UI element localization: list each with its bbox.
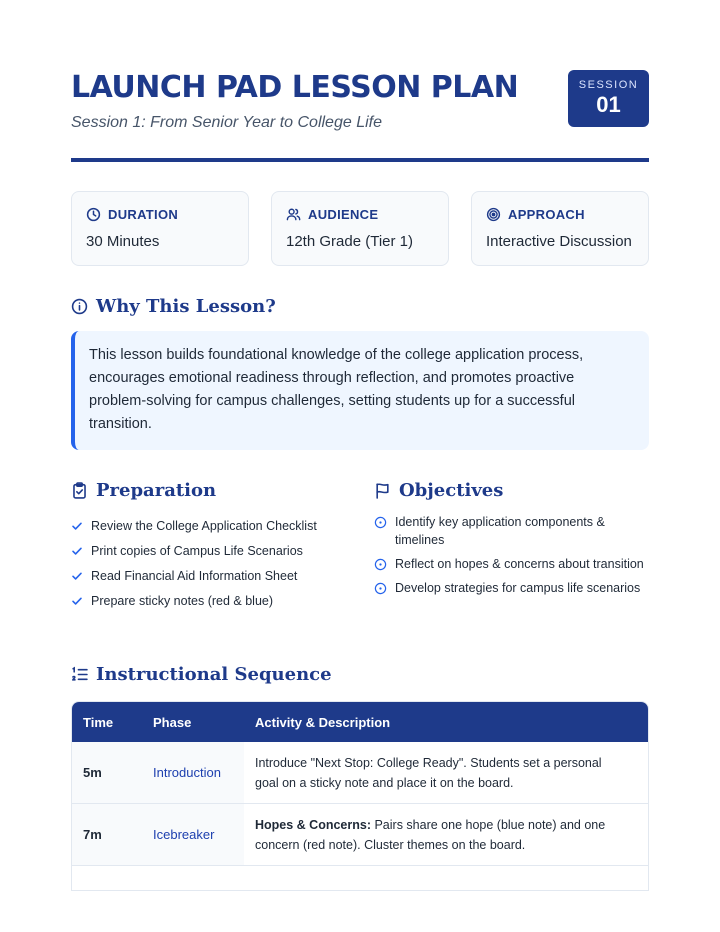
header-activity: Activity & Description	[255, 714, 391, 730]
audience-label: AUDIENCE	[308, 207, 379, 222]
session-badge	[568, 70, 649, 127]
users-icon	[286, 207, 301, 222]
sequence-section-title	[71, 664, 332, 685]
row-activity: Hopes & Concerns: Pairs share one hope (blue note) and one concern (red note). Cluster themes on the board.	[255, 817, 606, 852]
preparation-title-text: Preparation	[96, 480, 217, 501]
header	[71, 68, 649, 132]
row-activity: Introduce "Next Stop: College Ready". Students set a personal goal on a sticky note and place it on the board.	[255, 755, 602, 790]
info-icon	[71, 298, 88, 315]
row-time: 5m	[72, 742, 143, 803]
sequence-table	[71, 701, 649, 891]
why-title-text: Why This Lesson?	[96, 296, 276, 317]
objectives-title-text: Objectives	[399, 480, 504, 501]
list-item: Review the College Application Checklist	[71, 513, 351, 538]
check-icon	[71, 520, 83, 532]
objectives-list	[374, 513, 649, 603]
duration-value: 30 Minutes	[86, 233, 160, 250]
approach-value: Interactive Discussion	[486, 233, 632, 250]
list-item: Prepare sticky notes (red & blue)	[71, 588, 351, 613]
duration-label: DURATION	[108, 207, 179, 222]
header-phase: Phase	[153, 714, 192, 730]
list-item: Reflect on hopes & concerns about transition	[374, 555, 649, 573]
circle-dot-icon	[374, 582, 387, 595]
clock-icon	[86, 207, 101, 222]
row-phase: Introduction	[143, 742, 244, 803]
table-header	[72, 702, 648, 742]
approach-label: APPROACH	[508, 207, 585, 222]
approach-card	[471, 191, 649, 266]
session-number: 01	[596, 92, 621, 117]
list-item: Identify key application components & timelines	[374, 513, 649, 549]
audience-card	[271, 191, 449, 266]
list-ordered-icon	[71, 666, 88, 683]
info-cards	[71, 191, 649, 266]
header-divider	[71, 158, 649, 162]
audience-value: 12th Grade (Tier 1)	[286, 233, 413, 250]
check-icon	[71, 570, 83, 582]
circle-dot-icon	[374, 516, 387, 529]
target-icon	[486, 207, 501, 222]
preparation-list	[71, 513, 351, 613]
list-item: Read Financial Aid Information Sheet	[71, 563, 351, 588]
session-label: SESSION	[578, 79, 639, 91]
check-icon	[71, 545, 83, 557]
preparation-section-title	[71, 480, 216, 501]
duration-card	[71, 191, 249, 266]
sequence-title-text: Instructional Sequence	[96, 664, 332, 685]
table-row	[72, 804, 648, 866]
why-section-title	[71, 296, 276, 317]
page-subtitle: Session 1: From Senior Year to College Life	[71, 114, 382, 131]
header-time: Time	[83, 714, 114, 730]
circle-dot-icon	[374, 558, 387, 571]
list-item: Print copies of Campus Life Scenarios	[71, 538, 351, 563]
page-title: LAUNCH PAD LESSON PLAN	[71, 70, 519, 105]
table-row	[72, 742, 648, 804]
check-icon	[71, 595, 83, 607]
list-item: Develop strategies for campus life scenarios	[374, 579, 649, 597]
clipboard-check-icon	[71, 482, 88, 499]
objectives-section-title	[374, 480, 503, 501]
flag-icon	[374, 482, 391, 499]
row-time: 7m	[72, 804, 143, 865]
row-phase: Icebreaker	[143, 804, 244, 865]
why-text: This lesson builds foundational knowledge of the college application process, encourages emotional readiness through reflection, and promotes proactive problem-solving for campus challenges, setting students up for a successful transition.	[71, 331, 649, 450]
